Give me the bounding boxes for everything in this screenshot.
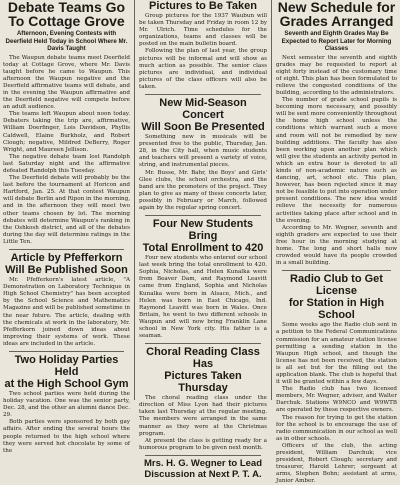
paragraph: Next semester the seventh and eighth grades may be requested to report at eight forty instead of the customary time of eight. This plan has been formulated to relieve the congested conditions of the building, according to the administrators. (276, 54, 397, 96)
column-left (0, 0, 133, 454)
paragraph: The negative debate team lost Randolph last Saturday night and the affirmative defeated Randolph this Tuesday. (3, 153, 130, 174)
divider (145, 343, 261, 344)
paragraph: At present the class is getting ready for a humorous program to be given next month. (139, 437, 267, 451)
headline-line: To Cottage Grove (8, 13, 125, 29)
article-body (139, 13, 267, 91)
column-rule (271, 0, 272, 400)
article-concert (139, 97, 267, 212)
paragraph: Something new in musicals will be presented free to the public, Thursday, Jan. 28, in the City hall, when music students and teachers will present a variety of voice, string, and instrumental pieces. (139, 134, 267, 169)
headline (139, 218, 267, 254)
headline-line: Two Holiday Parties Held (14, 353, 119, 378)
headline-line: New Mid-Season Concert (159, 97, 247, 122)
paragraph: Four new students who entered our school last week bring the total enrollment to 420. Sophia, Nicholas, and Helen Kunalka were from Beaver Dam, and Raymond Leavitt came from England, Sophia and Nicholas Kunalka were born in Alsace, Mich., and Helen was born in East Chicago, Ind. Raymond Leavitt was born in Wales. Once Britain, he went to two different schools in Waupun and will now bring Franklin Lane school in New York city. His father is a seaman. (139, 255, 267, 340)
headline-line: Mrs. H. G. Wegner to Lead (143, 457, 263, 469)
headline-line: Radio Club to Get License (290, 273, 383, 298)
headline (276, 0, 397, 28)
paragraph: Officers of the club, the acting president, William Darchuk; vice president, Robert Clough; secretary and treasurer, Harold Lehrer; sergeant at arms, Stephen Bohn; assistant at arms, Junior Amber. (276, 442, 397, 485)
paragraph: Some weeks ago the Radio club sent in a petition to the Federal Communications commission for an amateur station license permitting a sending station in the Waupun High school, and though the license has not been received, the station is all set but for the filling out the application blank. The club is hopeful that it will be granted within a few days. (276, 322, 397, 386)
paragraph: The reason for trying to get the station for the school is to encourage the use of radio communication in our school as well as in other schools. (276, 414, 397, 442)
article-body (3, 277, 130, 348)
paragraph: Following the plan of last year, the group pictures will be informal and will show as much action as possible. The senior class pictures are individual, and individual pictures of the class officers will also be taken. (139, 48, 267, 90)
headline (139, 97, 267, 133)
article-new-students (139, 218, 267, 340)
article-body (276, 55, 397, 268)
article-body (276, 322, 397, 485)
paragraph: The teams left Waupun about noon today. Debaters taking the trip are, affirmative, William Doerfinger, Lois Davidson, Phyllis Caldwell, Elaine Burkholz, and Robert Clough; negative, Mildred DeBerry, Roger Wright, and Maureen Jellison. (3, 111, 130, 153)
headline-line: Total Enrollment to 420 (142, 242, 264, 255)
divider (145, 94, 261, 95)
headline-line: Grades Arranged (279, 13, 394, 29)
divider (9, 249, 124, 250)
headline-line: Will Soon Be Presented (141, 121, 265, 134)
paragraph: Two school parties were held during the holiday vacation. One was the senior party, Dec. 28, and the other an alumni dance Dec. 29. (3, 390, 130, 419)
article-body (139, 134, 267, 212)
headline: Pictures to Be Taken (149, 0, 257, 12)
article-choral-reading (139, 346, 267, 452)
headline-line: for Station in High School (288, 297, 385, 322)
paragraph: Both parties were sponsored by both gay affairs. After ending the several hours the people returned to the high school where they were served hot chocolate by some of the (3, 419, 130, 454)
headline-line: Choral Reading Class Has (146, 346, 260, 371)
headline (3, 252, 130, 276)
paragraph: The Deerfield debate will probably be the last before the tournament at Horicon and Hartford, Jan. 25. At that contest Waupun will debate Berlin and Ripon in the morning, and in the afternoon they will meet two other teams chosen by lot. The morning debates will determine Waupun's ranking in the Oshkosh district, and all of the debates during the day will determine ratings in the Little Ten. (3, 175, 130, 245)
article-body (139, 255, 267, 340)
article-holiday-parties (3, 354, 130, 455)
headline (3, 0, 130, 28)
divider (9, 351, 124, 352)
article-body (139, 395, 267, 452)
headline (3, 354, 130, 390)
article-pfefferkorn (3, 252, 130, 348)
headline-line: at the High School Gym (4, 377, 129, 390)
divider (282, 270, 391, 271)
article-radio-club (276, 273, 397, 485)
divider (145, 215, 261, 216)
paragraph: The Waupun debate teams meet Deerfield today at Cottage Grove, where Mr. Davis taught before he came to Waupun. This afternoon the Waupun negative and the Deerfield affirmative teams will debate, and in the evening the Waupun affirmative and the Deerfield negative will compete before an adult audience. (3, 54, 130, 111)
article-body (3, 55, 130, 247)
headline-line: Will Be Published Soon (5, 264, 128, 277)
headline-line: Debate Teams Go (7, 0, 126, 15)
deck: Seventh and Eighth Grades May Be Expected to Report Later for Morning Classes (281, 30, 392, 52)
article-body (3, 391, 130, 455)
paragraph: The Radio club has two licensed members, Mr. Wegner, adviser, and Walter Darchuk. Stations W9NCO and W9WTB are operated by these respective owners. (276, 386, 397, 414)
headline (139, 346, 267, 394)
article-pta (139, 458, 267, 480)
deck: Afternoon, Evening Contests with Deerfield Held Today in School Where Mr. Davis Taught (5, 30, 128, 52)
article-new-schedule (276, 0, 397, 267)
paragraph: The number of grade school pupils is becoming more necessary, and possibly will be sent more conveniently throughout the home high school unless the conditions which warrant such a move and room will not be remedied by new building additions. The faculty has also been working upon another plan which will give the students an activity period in which an extra hour is devoted to all kinds of non-academic nature such as dancing, art, school etc. This plan, however, has been rejected since it may not be feasible to put into operation under present conditions. The new idea would relieve the necessity for numerous activities taking place after school and in the evening. (276, 97, 397, 224)
headline (139, 458, 267, 480)
column-middle (136, 0, 270, 480)
divider (145, 455, 261, 456)
headline (276, 273, 397, 321)
paragraph: Mr. Busse, Mr. Bahr, the Boys' and Girls' Glee clubs, the school orchestra, and the band are the promoters of the project. They plan to give as many of these concerts later, possibly in February or March, followed again by the regular spring concert. (139, 169, 267, 211)
paragraph: Mr. Pfefferkorn's latest article, "A Demonstration on Laboratory Technique in High School Chemistry" has been accepted by the School Science and Mathematics Magazine and will be published sometime in the near future. The article, dealing with the chemicals at work in the laboratory, Mr. Pfefferkorn joined down ideas about improving their systems of work. These ideas are included in the article. (3, 277, 130, 347)
headline-line: Four New Students Bring (152, 218, 254, 243)
headline-line: Discussion at Next P. T. A. (144, 468, 262, 480)
headline-line: Pictures Taken Thursday (164, 370, 242, 395)
headline-line: New Schedule for (277, 0, 396, 15)
paragraph: The choral reading class under the direction of Miss Lyon had their pictures taken last Thursday at the regular meeting. The members were arranged in the same manner as they were at the Christmas program. (139, 395, 267, 437)
column-rule (134, 0, 135, 400)
column-right (273, 0, 400, 485)
paragraph: According to Mr. Wegner, seventh and eighth graders are expected to use their free hour in the morning studying at home. The long and short halls now crowded would have its people crowded in a small building. (276, 224, 397, 267)
paragraph: Group pictures for the 1937 Waubun will be taken Thursday and Friday in room 12 by Mr. Ulrich. Time schedules for the organizations, teams and classes will be posted on the main bulletin board. (139, 13, 267, 48)
headline-line: Article by Pfefferkorn (10, 252, 123, 265)
article-pictures (139, 0, 267, 91)
article-debate-teams (3, 0, 130, 246)
